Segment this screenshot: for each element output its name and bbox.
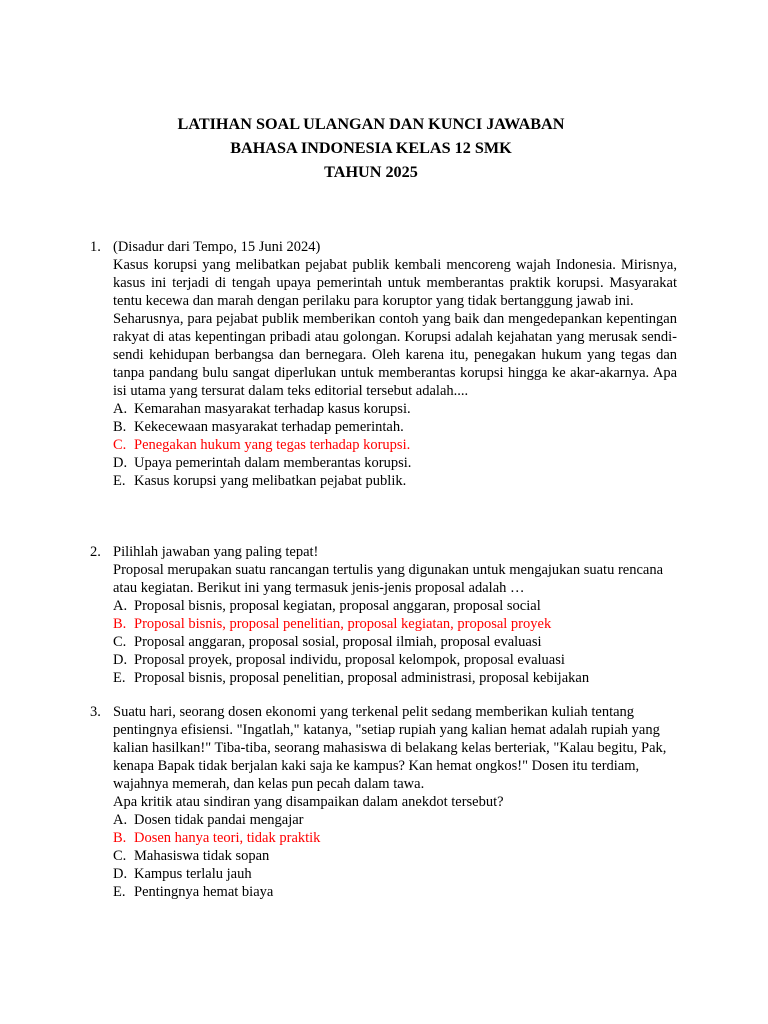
option-text: Proposal bisnis, proposal kegiatan, proposal anggaran, proposal social (134, 598, 541, 614)
answer-option (113, 669, 677, 687)
option-text: Kampus terlalu jauh (134, 866, 252, 882)
option-text: Proposal bisnis, proposal penelitian, proposal kegiatan, proposal proyek (134, 616, 552, 632)
option-letter: B. (113, 419, 127, 435)
option-text: Upaya pemerintah dalam memberantas korupsi. (134, 455, 412, 471)
answer-option (113, 454, 677, 472)
option-letter: C. (113, 437, 127, 453)
option-text: Pentingnya hemat biaya (134, 884, 274, 900)
option-letter: E. (113, 670, 126, 686)
title-line-3: TAHUN 2025 (324, 163, 418, 181)
question-paragraph: Suatu hari, seorang dosen ekonomi yang terkenal pelit sedang memberikan kuliah tentang pentingnya efisiensi. "Ingatlah," katanya, "setiap rupiah yang kalian hemat adalah rupiah yang kalian hasilkan!" Tiba-tiba, seorang mahasiswa di belakang kelas berteriak, "Kalau begitu, Pak, kenapa Bapak tidak berjalan kaki saja ke kampus? Kan hemat ongkos!" Dosen itu terdiam, wajahnya memerah, dan kelas pun pecah dalam tawa. (113, 704, 667, 792)
answer-option (113, 472, 677, 490)
option-letter: A. (113, 401, 128, 417)
question-number: 2. (90, 544, 101, 560)
question-paragraph: Kasus korupsi yang melibatkan pejabat publik kembali mencoreng wajah Indonesia. Mirisnya, kasus ini terjadi di tengah upaya pemerintah untuk memberantas praktik korupsi. Masyarakat tentu kecewa dan marah dengan perilaku para koruptor yang tidak bertanggung jawab ini. (113, 257, 677, 309)
option-text: Penegakan hukum yang tegas terhadap korupsi. (134, 437, 411, 453)
option-text: Proposal anggaran, proposal sosial, proposal ilmiah, proposal evaluasi (134, 634, 542, 650)
answer-option (113, 865, 677, 883)
option-letter: C. (113, 634, 127, 650)
option-letter: A. (113, 598, 128, 614)
question-1 (90, 238, 680, 490)
option-letter: B. (113, 830, 127, 846)
answer-option (113, 436, 677, 454)
option-letter: B. (113, 616, 127, 632)
answer-option (113, 418, 677, 436)
title-line-1: LATIHAN SOAL ULANGAN DAN KUNCI JAWABAN (177, 115, 565, 133)
answer-option (113, 829, 677, 847)
option-text: Dosen hanya teori, tidak praktik (134, 830, 321, 846)
answer-option (113, 847, 677, 865)
option-text: Proposal bisnis, proposal penelitian, proposal administrasi, proposal kebijakan (134, 670, 590, 686)
question-paragraph: Proposal merupakan suatu rancangan tertulis yang digunakan untuk mengajukan suatu rencana atau kegiatan. Berikut ini yang termasuk jenis-jenis proposal adalah … (113, 562, 664, 596)
option-text: Dosen tidak pandai mengajar (134, 812, 304, 828)
document-title (0, 112, 742, 184)
option-letter: D. (113, 866, 128, 882)
option-text: Kasus korupsi yang melibatkan pejabat publik. (134, 473, 407, 489)
answer-option (113, 811, 677, 829)
question-paragraph: Seharusnya, para pejabat publik memberikan contoh yang baik dan mengedepankan kepentingan rakyat di atas kepentingan pribadi atau golongan. Korupsi adalah kejahatan yang merusak sendi-sendi kehidupan berbangsa dan bernegara. Oleh karena itu, penegakan hukum yang tegas dan tanpa pandang bulu sangat diperlukan untuk memberantas korupsi hingga ke akar-akarnya. Apa isi utama yang tersurat dalam teks editorial tersebut adalah.... (113, 311, 677, 399)
option-letter: E. (113, 884, 126, 900)
option-text: Proposal proyek, proposal individu, proposal kelompok, proposal evaluasi (134, 652, 565, 668)
option-letter: D. (113, 455, 128, 471)
question-instruction: Pilihlah jawaban yang paling tepat! (113, 544, 319, 560)
question-number: 3. (90, 704, 101, 720)
answer-option (113, 651, 677, 669)
question-source: (Disadur dari Tempo, 15 Juni 2024) (113, 239, 321, 255)
option-letter: D. (113, 652, 128, 668)
answer-option (113, 597, 677, 615)
option-text: Kemarahan masyarakat terhadap kasus korupsi. (134, 401, 411, 417)
option-text: Kekecewaan masyarakat terhadap pemerintah. (134, 419, 404, 435)
question-2 (90, 543, 680, 687)
question-prompt: Apa kritik atau sindiran yang disampaikan dalam anekdot tersebut? (113, 794, 504, 810)
option-letter: C. (113, 848, 127, 864)
option-letter: A. (113, 812, 128, 828)
option-text: Mahasiswa tidak sopan (134, 848, 270, 864)
title-line-2: BAHASA INDONESIA KELAS 12 SMK (230, 139, 512, 157)
option-letter: E. (113, 473, 126, 489)
question-number: 1. (90, 239, 101, 255)
answer-option (113, 883, 677, 901)
answer-option (113, 615, 677, 633)
answer-option (113, 633, 677, 651)
question-3 (90, 703, 680, 901)
answer-option (113, 400, 677, 418)
